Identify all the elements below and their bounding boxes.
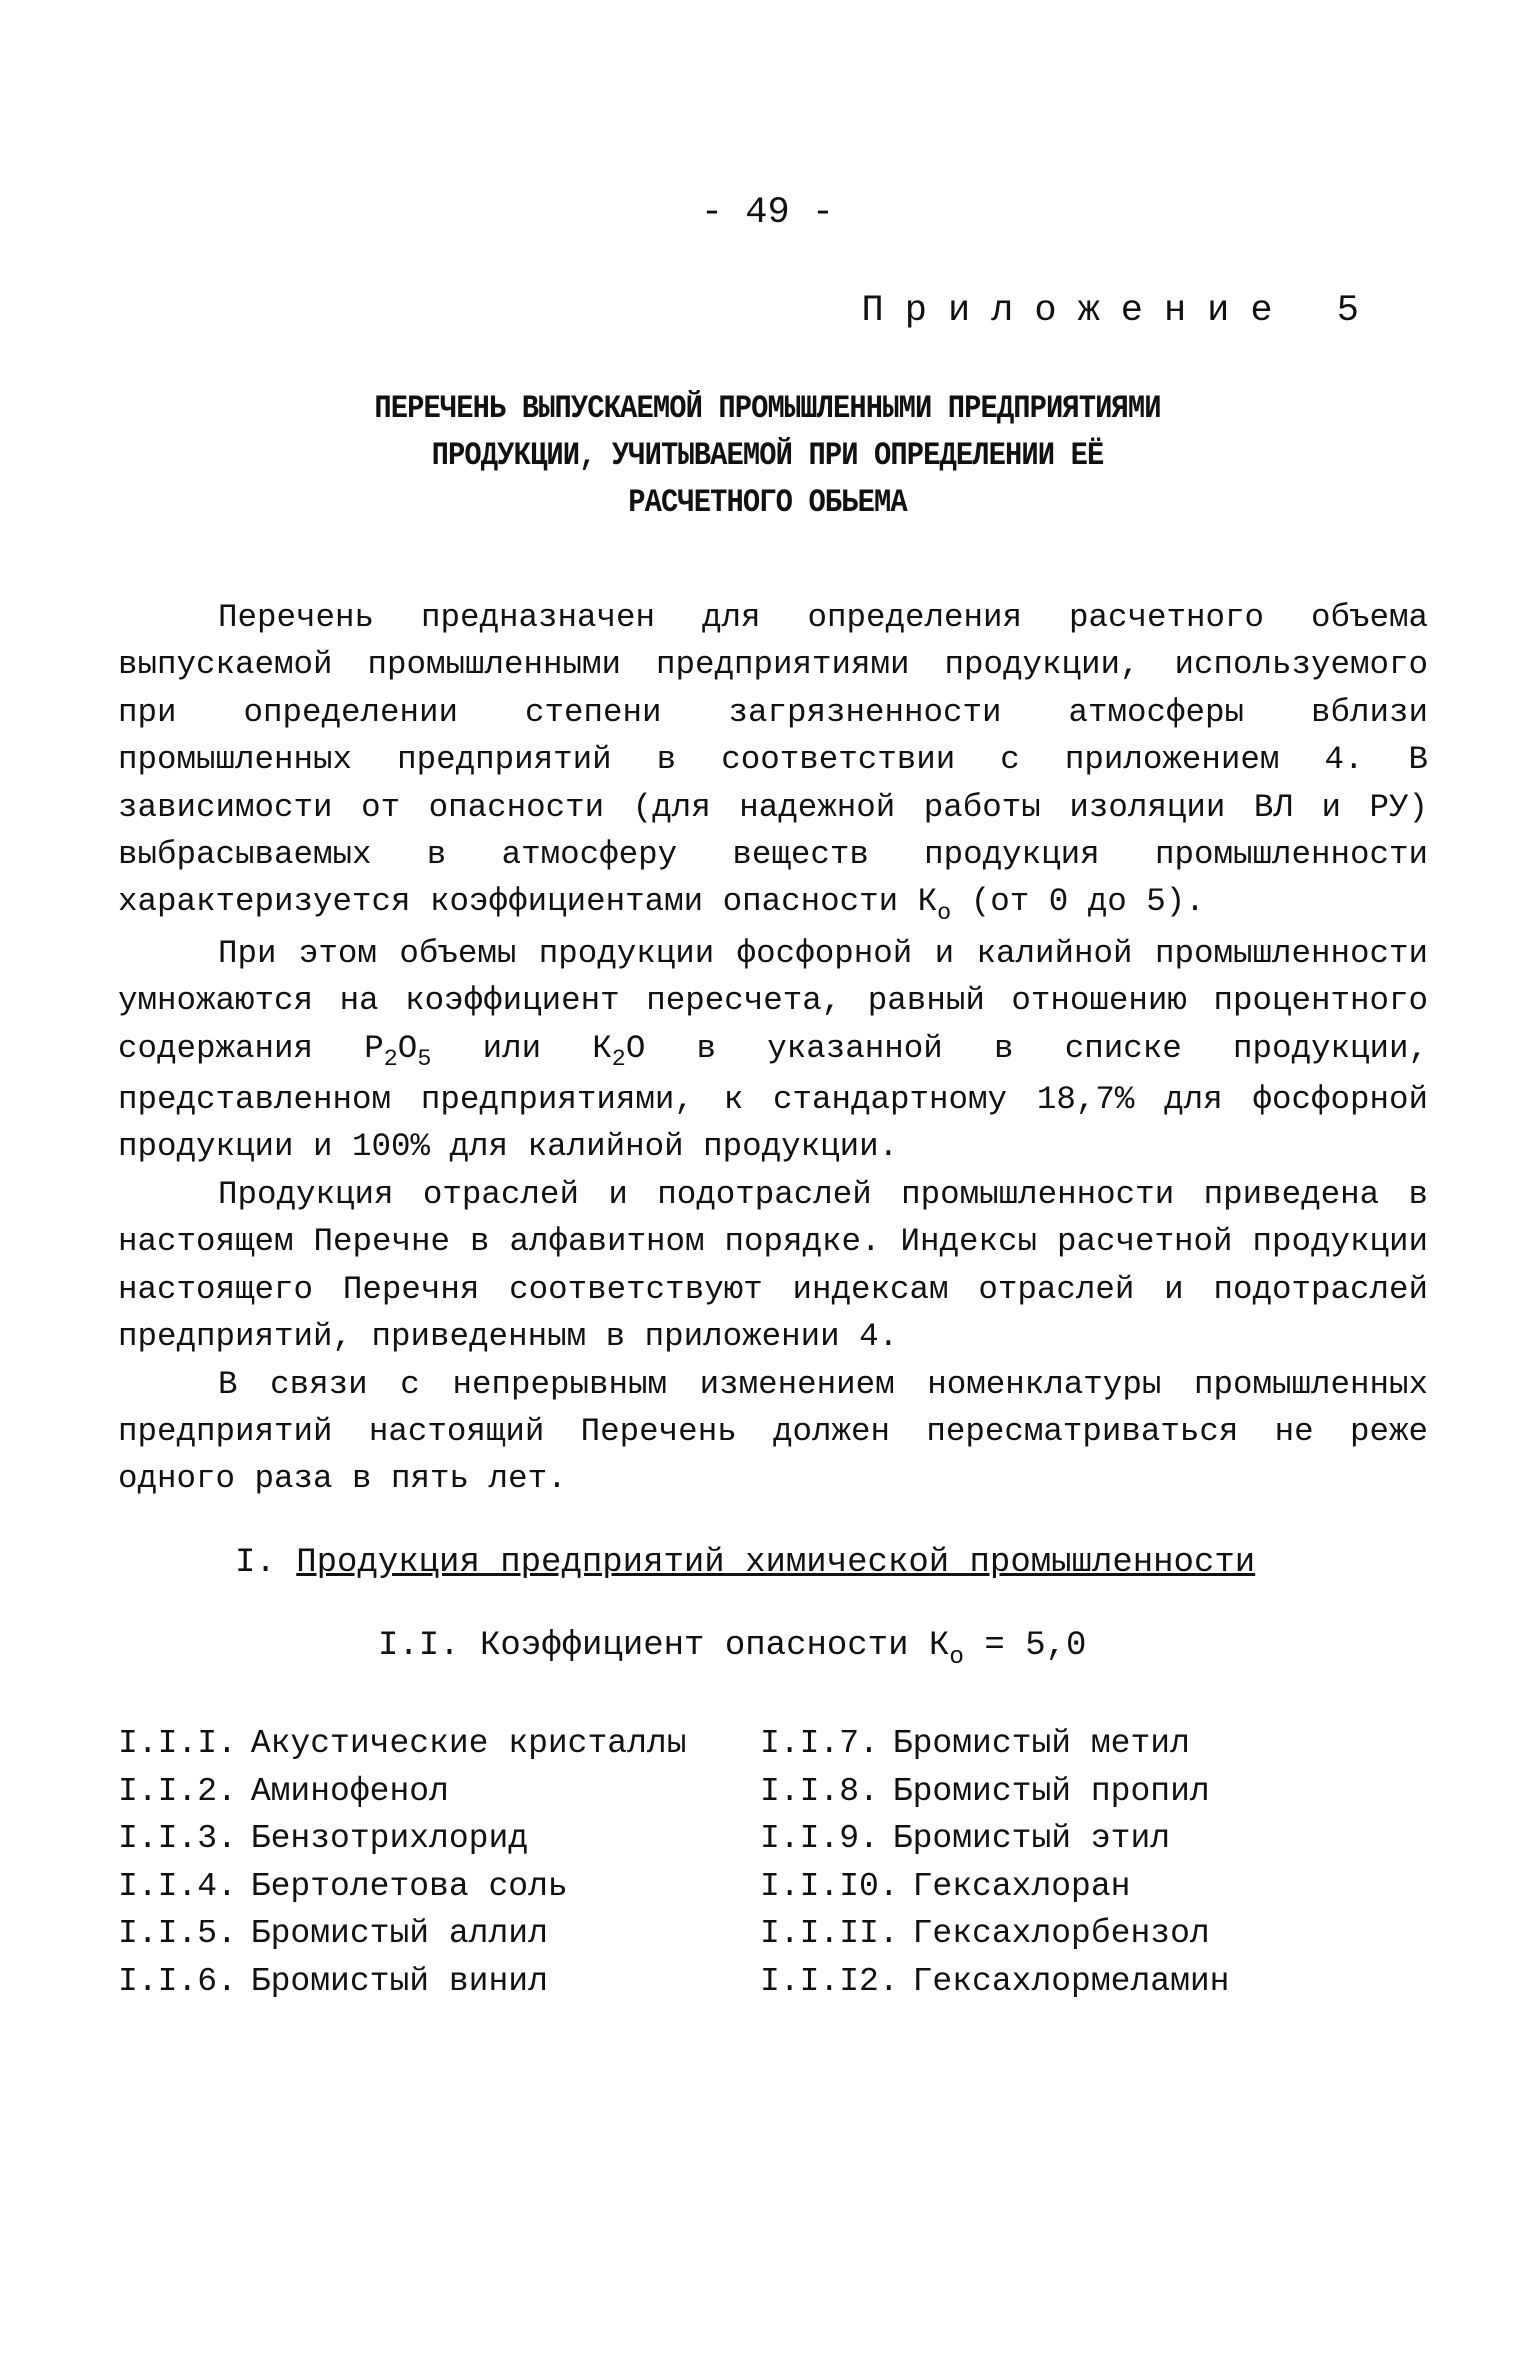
item-index: I.I.6.	[118, 1962, 237, 2000]
item-index: I.I.9.	[760, 1820, 879, 1858]
item-index: I.I.5.	[118, 1915, 237, 1953]
item-index: I.I.7.	[760, 1725, 879, 1762]
subscript: 5	[417, 1046, 432, 1073]
item-name: Бромистый винил	[250, 1962, 548, 2000]
section-number: I.	[235, 1544, 276, 1582]
item-name: Акустические кристаллы	[250, 1725, 687, 1762]
item-index: I.I.I0.	[760, 1867, 899, 1905]
subscript: о	[949, 1643, 964, 1671]
subsection-heading	[378, 1627, 1087, 1671]
list-item	[118, 1910, 687, 1958]
item-name: Бензотрихлорид	[250, 1820, 529, 1858]
list-item	[118, 1768, 687, 1816]
item-name: Аминофенол	[250, 1772, 449, 1810]
item-name: Гексахлормеламин	[912, 1962, 1230, 2000]
paragraph-1-end: (от 0 до 5).	[951, 883, 1205, 921]
list-item	[118, 1815, 687, 1863]
paragraph-4: В связи с непрерывным изменением номенклатуры промышленных предприятий настоящий Перечень должен пересматриваться не реже одного раза в пять лет.	[118, 1365, 1428, 1498]
item-index: I.I.8.	[760, 1772, 879, 1810]
title-line-3: РАСЧЕТНОГО ОБЬЕМА	[628, 484, 907, 521]
item-index: I.I.I.	[118, 1725, 237, 1762]
body-text	[118, 594, 1428, 1503]
list-item	[760, 1863, 1229, 1911]
item-index: I.I.I2.	[760, 1962, 899, 2000]
page-number: - 49 -	[700, 192, 835, 234]
paragraph-1-text: Перечень предназначен для определения расчетного объема выпускаемой промышленными предприятиями продукции, используемого при определении степени загрязненности атмосферы вблизи промышленных предприятий в соответствии с приложением 4. В зависимости от опасности (для надежной работы изоляции ВЛ и РУ) выбрасываемых в атмосферу веществ продукция промышленности характеризуется коэффициентами опасности К	[118, 599, 1428, 921]
appendix-label: Приложение 5	[861, 290, 1380, 332]
item-index: I.I.3.	[118, 1820, 237, 1858]
paragraph-2-text-c: или К	[431, 1029, 612, 1067]
subsection-value: = 5,0	[963, 1627, 1087, 1665]
list-item	[118, 1958, 687, 2006]
item-index: I.I.II.	[760, 1915, 899, 1953]
subsection-label: I.I. Коэффициент опасности К	[378, 1627, 950, 1665]
paragraph-2-text-b: О	[397, 1029, 418, 1067]
paragraph-2-text-d: О в указанной в списке продукции, представленном предприятиями, к стандартному 18,7% для фосфорной продукции и 100% для калийной продукции.	[118, 1029, 1428, 1166]
product-list-right	[760, 1720, 1229, 2006]
section-title: Продукция предприятий химической промышленности	[296, 1544, 1256, 1582]
subscript: о	[937, 900, 952, 927]
list-item	[118, 1863, 687, 1911]
list-item	[760, 1910, 1229, 1958]
product-list-left	[118, 1720, 687, 2006]
item-name: Бромистый пропил	[892, 1772, 1210, 1810]
item-name: Гексахлорбензол	[912, 1915, 1210, 1953]
document-title	[77, 385, 1459, 526]
item-name: Бертолетова соль	[250, 1867, 568, 1905]
list-item	[118, 1720, 687, 1768]
paragraph-1	[118, 594, 1428, 930]
section-heading	[235, 1544, 1255, 1582]
item-name: Бромистый метил	[892, 1725, 1190, 1762]
item-index: I.I.4.	[118, 1867, 237, 1905]
list-item	[760, 1768, 1229, 1816]
subscript: 2	[611, 1046, 626, 1073]
subscript: 2	[383, 1046, 398, 1073]
item-index: I.I.2.	[118, 1772, 237, 1810]
list-item	[760, 1815, 1229, 1863]
item-name: Бромистый этил	[892, 1820, 1171, 1858]
list-item	[760, 1720, 1229, 1768]
paragraph-2	[118, 930, 1428, 1171]
item-name: Гексахлоран	[912, 1867, 1131, 1905]
paragraph-2-text: При этом объемы продукции фосфорной и калийной промышленности умножаются на коэффициент пересчета, равный отношению процентного содержания Р	[118, 934, 1428, 1067]
paragraph-3: Продукция отраслей и подотраслей промышленности приведена в настоящем Перечне в алфавитном порядке. Индексы расчетной продукции настоящего Перечня соответствуют индексам отраслей и подотраслей предприятий, приведенным в приложении 4.	[118, 1175, 1428, 1356]
title-line-2: ПРОДУКЦИИ, УЧИТЫВАЕМОЙ ПРИ ОПРЕДЕЛЕНИИ ЕЁ	[431, 437, 1104, 474]
title-line-1: ПЕРЕЧЕНЬ ВЫПУСКАЕМОЙ ПРОМЫШЛЕННЫМИ ПРЕДПРИЯТИЯМИ	[374, 390, 1161, 427]
item-name: Бромистый аллил	[250, 1915, 548, 1953]
list-item	[760, 1958, 1229, 2006]
